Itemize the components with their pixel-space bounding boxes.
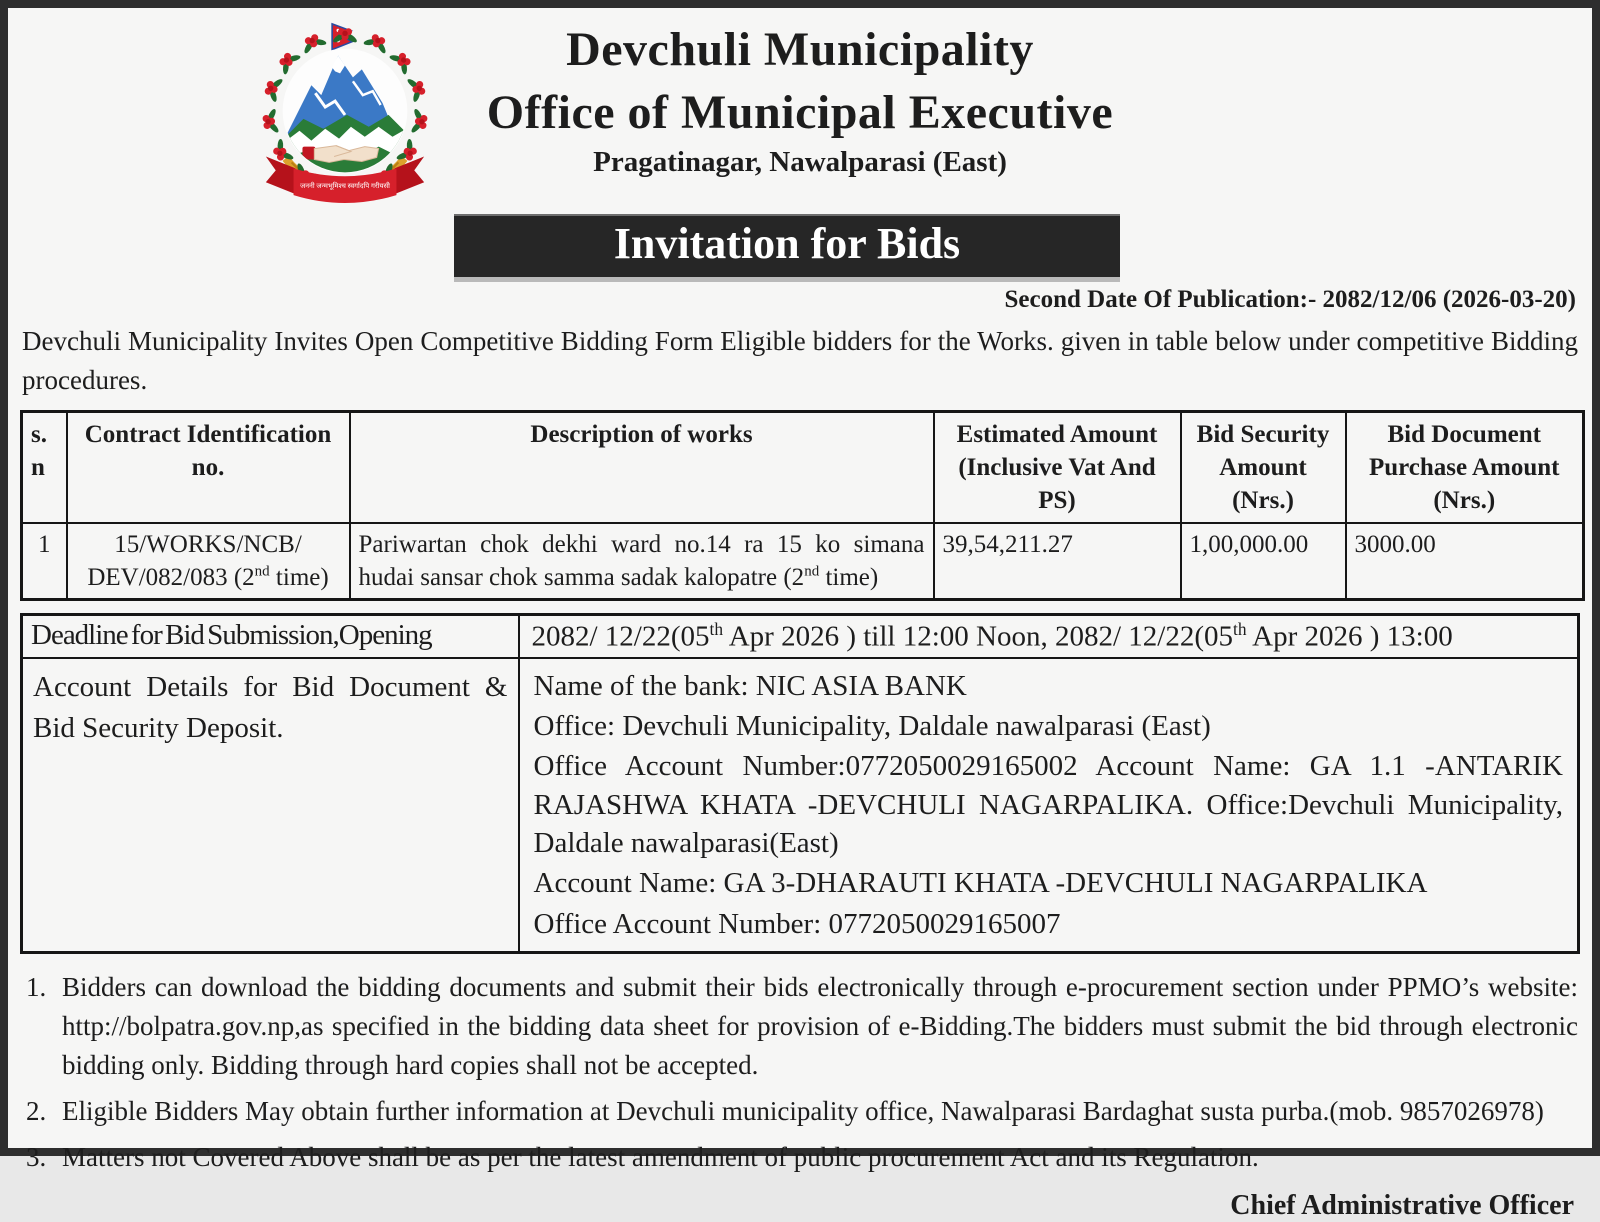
note-text: Eligible Bidders May obtain further information at Devchuli municipality office, Nawalparasi Bardaghat susta purba.(mob. 9857026978) — [62, 1096, 1544, 1127]
signature-line: Chief Administrative Officer — [1230, 1189, 1574, 1221]
banner-row — [7, 214, 1567, 280]
header-document: Bid Document Purchase Amount (Nrs.) — [1346, 412, 1584, 524]
note-item-3 — [20, 1138, 1580, 1177]
bids-table — [20, 410, 1585, 601]
bank-office-line: Office: Devchuli Municipality, Daldale nawalparasi (East) — [533, 710, 1211, 743]
note-text: Matters not Covered Above shall be as per the latest amendment of public procurement Act and its Regulation. — [62, 1142, 1259, 1173]
note-text: Bidders can download the bidding documents and submit their bids electronically through e-procurement section under PPMO’s website: http://bolpatra.gov.np,as specified in the bidding data sheet for provision of e-Bidding.The bidders must submit the bid through electronic bidding only. Bidding through hard copies shall not be accepted. — [62, 971, 1578, 1081]
description-superscript: nd — [804, 563, 820, 580]
contract-line2: DEV/082/083 (2 — [87, 564, 255, 592]
note-number: 2. — [26, 1096, 47, 1127]
cell-description — [350, 523, 934, 600]
account-number-1-line: Office Account Number:0772050029165002 Account Name: GA 1.1 -ANTARIK RAJASHWA KHATA -DEVCHULI NAGARPALIKA. Office:Devchuli Municipality, Daldale nawalparasi(East) — [533, 750, 1563, 859]
cell-estimated-amount: 39,54,211.27 — [934, 523, 1181, 600]
deadline-part-c: Apr 2026 ) 13:00 — [1246, 620, 1453, 653]
account-name-2-line: Account Name: GA 3-DHARAUTI KHATA -DEVCHULI NAGARPALIKA — [533, 867, 1428, 900]
intro-paragraph: Devchuli Municipality Invites Open Competitive Bidding Form Eligible bidders for the Works. given in table below under competitive Bidding procedures. — [22, 326, 1578, 396]
municipality-emblem-logo — [246, 16, 444, 202]
account-details-value — [519, 658, 1579, 952]
header-description: Description of works — [350, 412, 934, 524]
deadline-label: Deadline for Bid Submission,Opening — [22, 615, 519, 658]
header-security: Bid Security Amount (Nrs.) — [1181, 412, 1346, 524]
description-text-end: time) — [819, 564, 879, 592]
note-item-1 — [20, 968, 1580, 1085]
notes-list — [20, 968, 1580, 1178]
contract-line1: 15/WORKS/NCB/ — [114, 531, 302, 559]
address-line: Pragatinagar, Nawalparasi (East) — [593, 146, 1007, 178]
document-header — [20, 16, 1580, 210]
contract-line2-end: time) — [269, 564, 329, 592]
cell-bid-document: 3000.00 — [1346, 523, 1584, 600]
cell-contract — [67, 523, 350, 600]
account-details-row — [22, 658, 1579, 952]
deadline-superscript-2: th — [1232, 619, 1247, 640]
contract-superscript: nd — [254, 563, 270, 580]
header-contract: Contract Identification no. — [67, 412, 350, 524]
deadline-superscript-1: th — [709, 619, 724, 640]
municipality-title: Devchuli Municipality — [566, 23, 1034, 76]
office-title: Office of Municipal Executive — [486, 86, 1114, 139]
cell-bid-security: 1,00,000.00 — [1181, 523, 1346, 600]
note-number: 1. — [26, 971, 47, 1002]
cell-sn: 1 — [22, 523, 67, 600]
deadline-row — [22, 615, 1579, 658]
note-number: 3. — [26, 1142, 47, 1173]
deadline-part-b: Apr 2026 ) till 12:00 Noon, 2082/ 12/22(05 — [723, 620, 1233, 653]
deadline-part-a: 2082/ 12/22(05 — [531, 620, 710, 653]
emblem-motto-text: जननी जन्मभूमिश्च स्वर्गादपि गरीयसी — [300, 183, 390, 191]
account-number-2-line: Office Account Number: 0772050029165007 — [533, 907, 1061, 940]
bids-table-header-row — [22, 412, 1584, 524]
account-details-label: Account Details for Bid Document & Bid Security Deposit. — [22, 658, 519, 952]
details-table — [20, 613, 1580, 954]
note-item-2 — [20, 1092, 1580, 1131]
bids-table-row — [22, 523, 1584, 600]
bank-name-line: Name of the bank: NIC ASIA BANK — [533, 669, 967, 702]
deadline-value — [519, 615, 1579, 658]
description-text: Pariwartan chok dekhi ward no.14 ra 15 ko simana hudai sansar chok samma sadak kalopatre (2 — [358, 531, 925, 592]
publication-date: Second Date Of Publication:- 2082/12/06 (2026-03-20) — [1004, 286, 1576, 313]
header-estimated: Estimated Amount (Inclusive Vat And PS) — [934, 412, 1181, 524]
invitation-for-bids-banner: Invitation for Bids — [454, 214, 1120, 277]
header-sn: s. n — [22, 412, 67, 524]
